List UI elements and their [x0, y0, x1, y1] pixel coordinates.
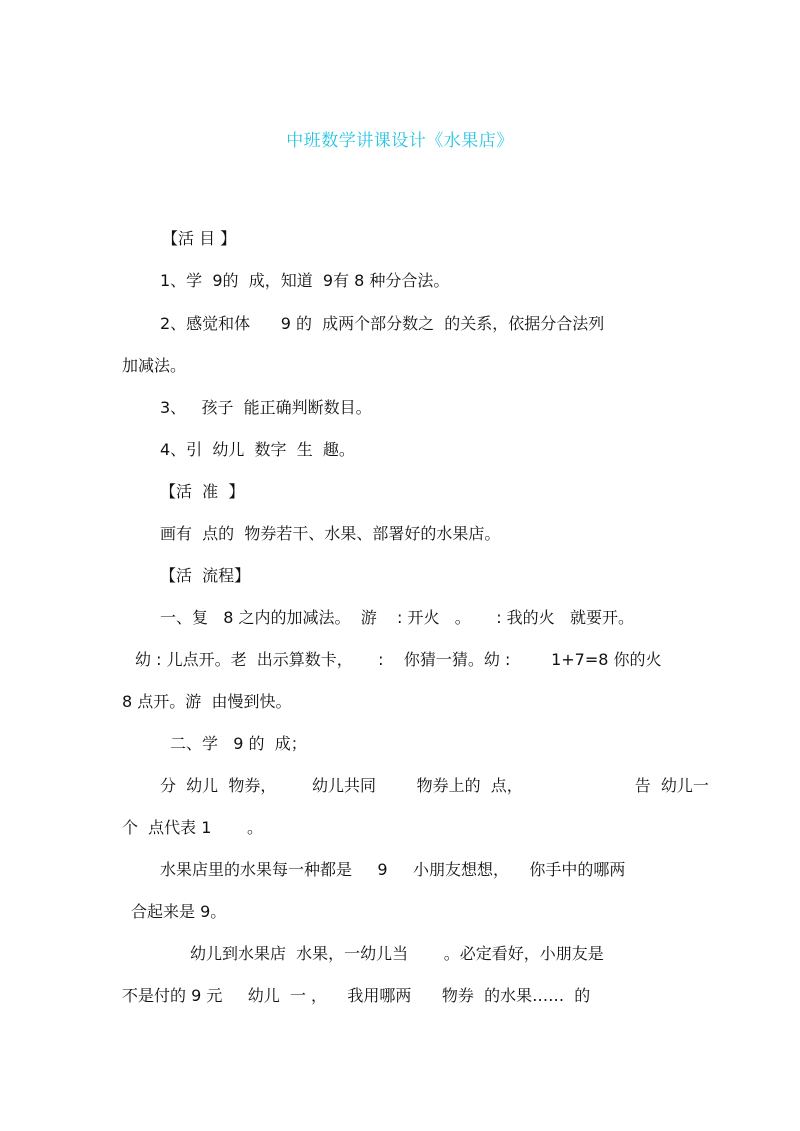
process-step-2-heading: 二、学 9 的 成；	[170, 734, 307, 753]
document-title: 中班数学讲课设计《水果店》	[286, 131, 514, 151]
goal-2: 2、感觉和体 9 的 成两个部分数之 的关系，依据分合法列	[160, 314, 605, 333]
section-heading-process: 【活 流程】	[160, 566, 251, 585]
goal-3: 3、 孩子 能正确判断数目。	[160, 398, 372, 417]
process-step-1-line-3: 8 点开。游 由慢到快。	[122, 692, 292, 711]
process-step-2-line-6: 不是付的 9 元 幼儿 一 ， 我用哪两 物券 的水果…… 的	[122, 986, 591, 1005]
process-step-2-line-2: 个 点代表 1 。	[122, 818, 264, 837]
process-step-2-line-5: 幼儿到水果店 水果，一幼儿当 。必定看好，小朋友是	[190, 944, 604, 963]
goal-4: 4、引 幼儿 数字 生 趣。	[160, 440, 355, 459]
process-step-2-line-1: 分 幼儿 物券， 幼儿共同 物券上的 点， 告 幼儿一	[160, 776, 709, 795]
preparation-text: 画有 点的 物券若干、水果、部署好的水果店。	[160, 524, 501, 543]
goal-2-continued: 加减法。	[122, 356, 187, 375]
process-step-1: 一、复 8 之内的加减法。 游 : 开火 。 : 我的火 就要开。	[160, 608, 634, 627]
section-heading-goals: 【活 目 】	[162, 229, 237, 248]
process-step-2-line-4: 合起来是 9。	[131, 902, 227, 921]
goal-1: 1、学 9的 成，知道 9有 8 种分合法。	[160, 271, 450, 290]
section-heading-preparation: 【活 准 】	[160, 482, 245, 501]
process-step-2-line-3: 水果店里的水果每一种都是 9 小朋友想想， 你手中的哪两	[160, 860, 626, 879]
process-step-1-line-2: 幼 : 儿点开。老 出示算数卡， : 你猜一猜。幼 : 1+7=8 你的火	[135, 650, 662, 669]
